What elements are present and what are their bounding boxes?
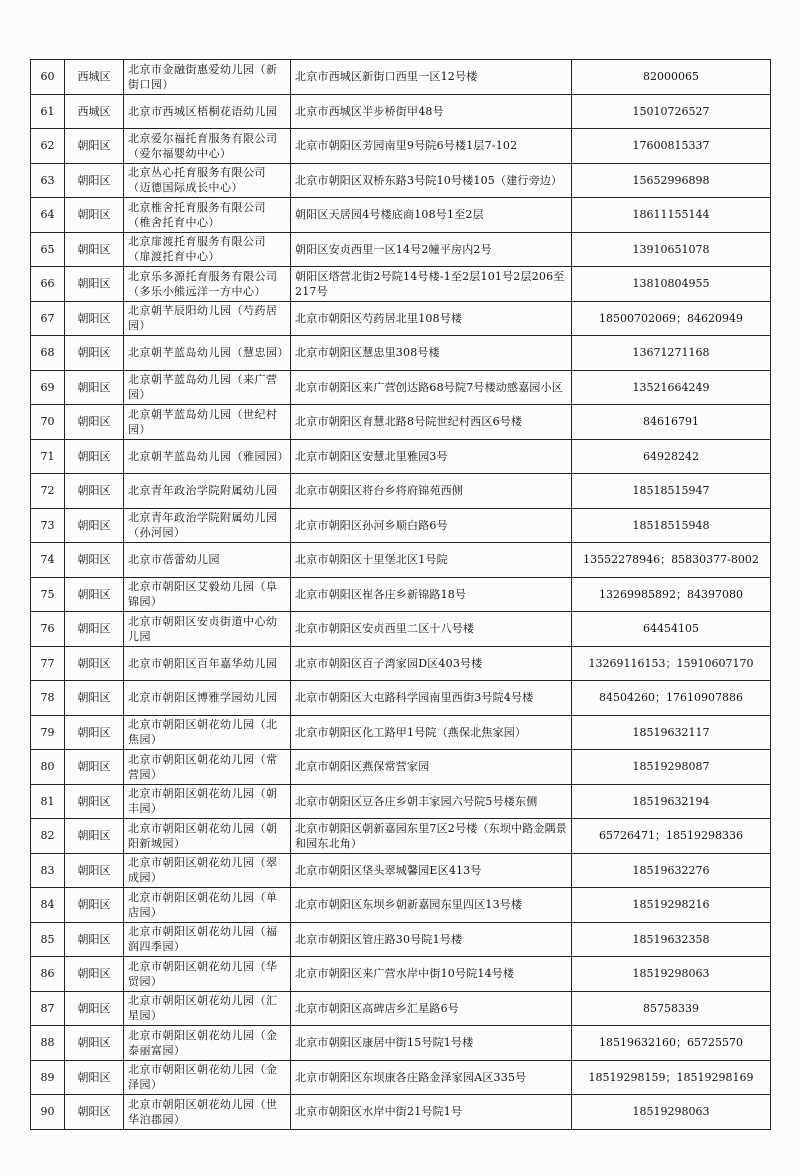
- phone-cell: 13521664249: [572, 370, 771, 405]
- district-cell: 朝阳区: [65, 336, 124, 371]
- table-row: [31, 922, 771, 957]
- district-cell: 朝阳区: [65, 508, 124, 543]
- phone-cell: 18611155144: [572, 198, 771, 233]
- table-row: [31, 301, 771, 336]
- phone-cell: 64454105: [572, 612, 771, 647]
- table-row: [31, 543, 771, 578]
- row-number-cell: 75: [31, 577, 65, 612]
- row-number-cell: 71: [31, 439, 65, 474]
- row-number-cell: 60: [31, 60, 65, 95]
- institution-name-cell: 北京丛心托育服务有限公司（迈德国际成长中心）: [124, 163, 291, 198]
- phone-cell: 13552278946；85830377-8002: [572, 543, 771, 578]
- institution-name-cell: 北京市朝阳区朝花幼儿园（福润四季园）: [124, 922, 291, 957]
- phone-cell: 13269116153；15910607170: [572, 646, 771, 681]
- phone-cell: 18519632276: [572, 853, 771, 888]
- phone-cell: 13671271168: [572, 336, 771, 371]
- row-number-cell: 73: [31, 508, 65, 543]
- phone-cell: 13910651078: [572, 232, 771, 267]
- table-row: [31, 646, 771, 681]
- institution-name-cell: 北京市朝阳区朝花幼儿园（汇星园）: [124, 991, 291, 1026]
- table-row: [31, 957, 771, 992]
- phone-cell: 18519632160；65725570: [572, 1026, 771, 1061]
- institution-name-cell: 北京市朝阳区朝花幼儿园（单店园）: [124, 888, 291, 923]
- phone-cell: 18519298216: [572, 888, 771, 923]
- address-cell: 北京市朝阳区将台乡将府锦苑西侧: [291, 474, 572, 509]
- district-cell: 朝阳区: [65, 129, 124, 164]
- phone-cell: 18500702069；84620949: [572, 301, 771, 336]
- row-number-cell: 65: [31, 232, 65, 267]
- address-cell: 北京市朝阳区化工路甲1号院（燕保北焦家园）: [291, 715, 572, 750]
- address-cell: 北京市朝阳区垡头翠城馨园E区413号: [291, 853, 572, 888]
- institution-name-cell: 北京朝芊蓝岛幼儿园（雅园园）: [124, 439, 291, 474]
- institution-name-cell: 北京市朝阳区朝花幼儿园（朝阳新城园）: [124, 819, 291, 854]
- address-cell: 北京市西城区半步桥街甲48号: [291, 94, 572, 129]
- row-number-cell: 88: [31, 1026, 65, 1061]
- address-cell: 北京市朝阳区管庄路30号院1号楼: [291, 922, 572, 957]
- table-row: [31, 129, 771, 164]
- row-number-cell: 79: [31, 715, 65, 750]
- table-row: [31, 612, 771, 647]
- phone-cell: 84616791: [572, 405, 771, 440]
- phone-cell: 18518515948: [572, 508, 771, 543]
- row-number-cell: 89: [31, 1060, 65, 1095]
- district-cell: 朝阳区: [65, 543, 124, 578]
- institution-name-cell: 北京市朝阳区安贞街道中心幼儿园: [124, 612, 291, 647]
- table-row: [31, 474, 771, 509]
- address-cell: 北京市朝阳区慧忠里308号楼: [291, 336, 572, 371]
- phone-cell: 18519298063: [572, 1095, 771, 1130]
- institution-name-cell: 北京市蓓蕾幼儿园: [124, 543, 291, 578]
- institution-name-cell: 北京椎舍托育服务有限公司（椎舍托育中心）: [124, 198, 291, 233]
- table-row: [31, 681, 771, 716]
- address-cell: 北京市朝阳区崔各庄乡新锦路18号: [291, 577, 572, 612]
- address-cell: 北京市朝阳区十里堡北区1号院: [291, 543, 572, 578]
- table-row: [31, 1060, 771, 1095]
- address-cell: 朝阳区安贞西里一区14号2幢平房内2号: [291, 232, 572, 267]
- phone-cell: 18519632358: [572, 922, 771, 957]
- address-cell: 北京市朝阳区来广营水岸中街10号院14号楼: [291, 957, 572, 992]
- institution-name-cell: 北京市金融街惠爱幼儿园（新街口园）: [124, 60, 291, 95]
- institution-name-cell: 北京市朝阳区百年嘉华幼儿园: [124, 646, 291, 681]
- district-cell: 朝阳区: [65, 853, 124, 888]
- row-number-cell: 70: [31, 405, 65, 440]
- table-row: [31, 577, 771, 612]
- institution-name-cell: 北京青年政治学院附属幼儿园: [124, 474, 291, 509]
- institution-name-cell: 北京乐多源托育服务有限公司（多乐小熊远洋一方中心）: [124, 267, 291, 302]
- phone-cell: 15652996898: [572, 163, 771, 198]
- address-cell: 北京市朝阳区东坝康各庄路金泽家园A区335号: [291, 1060, 572, 1095]
- address-cell: 北京市朝阳区燕保常营家园: [291, 750, 572, 785]
- row-number-cell: 72: [31, 474, 65, 509]
- institution-name-cell: 北京市朝阳区艾毅幼儿园（阜锦园）: [124, 577, 291, 612]
- address-cell: 北京市朝阳区东坝乡朝新嘉园东里四区13号楼: [291, 888, 572, 923]
- address-cell: 朝阳区塔营北街2号院14号楼-1至2层101号2层206至217号: [291, 267, 572, 302]
- table-row: [31, 819, 771, 854]
- table-row: [31, 888, 771, 923]
- address-cell: 北京市朝阳区双桥东路3号院10号楼105（建行旁边）: [291, 163, 572, 198]
- district-cell: 朝阳区: [65, 957, 124, 992]
- district-cell: 朝阳区: [65, 991, 124, 1026]
- row-number-cell: 78: [31, 681, 65, 716]
- phone-cell: 65726471；18519298336: [572, 819, 771, 854]
- row-number-cell: 63: [31, 163, 65, 198]
- address-cell: 北京市朝阳区孙河乡顺白路6号: [291, 508, 572, 543]
- institution-name-cell: 北京扉渡托育服务有限公司（扉渡托育中心）: [124, 232, 291, 267]
- district-cell: 朝阳区: [65, 1060, 124, 1095]
- row-number-cell: 61: [31, 94, 65, 129]
- table-row: [31, 750, 771, 785]
- district-cell: 朝阳区: [65, 750, 124, 785]
- row-number-cell: 84: [31, 888, 65, 923]
- row-number-cell: 82: [31, 819, 65, 854]
- phone-cell: 18519298063: [572, 957, 771, 992]
- district-cell: 朝阳区: [65, 681, 124, 716]
- district-cell: 朝阳区: [65, 267, 124, 302]
- address-cell: 北京市朝阳区康居中街15号院1号楼: [291, 1026, 572, 1061]
- district-cell: 朝阳区: [65, 715, 124, 750]
- table-row: [31, 1026, 771, 1061]
- institution-name-cell: 北京市朝阳区博雅学园幼儿园: [124, 681, 291, 716]
- row-number-cell: 77: [31, 646, 65, 681]
- institution-name-cell: 北京爱尔福托育服务有限公司（爱尔福婴幼中心）: [124, 129, 291, 164]
- district-cell: 朝阳区: [65, 474, 124, 509]
- row-number-cell: 80: [31, 750, 65, 785]
- institution-name-cell: 北京市朝阳区朝花幼儿园（金泽园）: [124, 1060, 291, 1095]
- row-number-cell: 66: [31, 267, 65, 302]
- district-cell: 朝阳区: [65, 301, 124, 336]
- table-row: [31, 508, 771, 543]
- district-cell: 朝阳区: [65, 405, 124, 440]
- row-number-cell: 76: [31, 612, 65, 647]
- institution-name-cell: 北京市朝阳区朝花幼儿园（北焦园）: [124, 715, 291, 750]
- district-cell: 朝阳区: [65, 922, 124, 957]
- phone-cell: 18519632194: [572, 784, 771, 819]
- institution-name-cell: 北京朝芊蓝岛幼儿园（来广营园）: [124, 370, 291, 405]
- row-number-cell: 86: [31, 957, 65, 992]
- row-number-cell: 67: [31, 301, 65, 336]
- row-number-cell: 74: [31, 543, 65, 578]
- address-cell: 北京市朝阳区安贞西里二区十八号楼: [291, 612, 572, 647]
- row-number-cell: 90: [31, 1095, 65, 1130]
- district-cell: 朝阳区: [65, 577, 124, 612]
- table-row: [31, 1095, 771, 1130]
- row-number-cell: 83: [31, 853, 65, 888]
- institution-name-cell: 北京市朝阳区朝花幼儿园（金泰丽富园）: [124, 1026, 291, 1061]
- district-cell: 朝阳区: [65, 612, 124, 647]
- address-cell: 北京市朝阳区芳园南里9号院6号楼1层7-102: [291, 129, 572, 164]
- address-cell: 北京市朝阳区大屯路科学园南里西街3号院4号楼: [291, 681, 572, 716]
- address-cell: 北京市朝阳区安慧北里雅园3号: [291, 439, 572, 474]
- phone-cell: 13810804955: [572, 267, 771, 302]
- address-cell: 北京市西城区新街口西里一区12号楼: [291, 60, 572, 95]
- row-number-cell: 87: [31, 991, 65, 1026]
- table-row: [31, 198, 771, 233]
- table-row: [31, 232, 771, 267]
- district-cell: 朝阳区: [65, 784, 124, 819]
- district-cell: 朝阳区: [65, 232, 124, 267]
- table-row: [31, 405, 771, 440]
- phone-cell: 84504260；17610907886: [572, 681, 771, 716]
- address-cell: 北京市朝阳区育慧北路8号院世纪村西区6号楼: [291, 405, 572, 440]
- phone-cell: 18518515947: [572, 474, 771, 509]
- district-cell: 朝阳区: [65, 1095, 124, 1130]
- district-cell: 朝阳区: [65, 439, 124, 474]
- phone-cell: 82000065: [572, 60, 771, 95]
- phone-cell: 18519298159；18519298169: [572, 1060, 771, 1095]
- table-row: [31, 715, 771, 750]
- institution-name-cell: 北京朝芊蓝岛幼儿园（慧忠园）: [124, 336, 291, 371]
- district-cell: 朝阳区: [65, 888, 124, 923]
- institution-name-cell: 北京市朝阳区朝花幼儿园（华贸园）: [124, 957, 291, 992]
- table-row: [31, 163, 771, 198]
- table-row: [31, 94, 771, 129]
- table-row: [31, 439, 771, 474]
- phone-cell: 17600815337: [572, 129, 771, 164]
- district-cell: 朝阳区: [65, 1026, 124, 1061]
- table-row: [31, 853, 771, 888]
- institution-name-cell: 北京朝芊辰阳幼儿园（芍药居园）: [124, 301, 291, 336]
- kindergarten-directory-table: [30, 59, 771, 1130]
- table-row: [31, 267, 771, 302]
- district-cell: 朝阳区: [65, 163, 124, 198]
- row-number-cell: 68: [31, 336, 65, 371]
- table-row: [31, 370, 771, 405]
- institution-name-cell: 北京市朝阳区朝花幼儿园（朝丰园）: [124, 784, 291, 819]
- table-row: [31, 784, 771, 819]
- row-number-cell: 85: [31, 922, 65, 957]
- row-number-cell: 64: [31, 198, 65, 233]
- address-cell: 北京市朝阳区来广营创达路68号院7号楼动感嘉园小区: [291, 370, 572, 405]
- table-row: [31, 60, 771, 95]
- row-number-cell: 81: [31, 784, 65, 819]
- address-cell: 朝阳区天居园4号楼底商108号1至2层: [291, 198, 572, 233]
- address-cell: 北京市朝阳区水岸中街21号院1号: [291, 1095, 572, 1130]
- institution-name-cell: 北京青年政治学院附属幼儿园（孙河园）: [124, 508, 291, 543]
- district-cell: 朝阳区: [65, 198, 124, 233]
- phone-cell: 15010726527: [572, 94, 771, 129]
- address-cell: 北京市朝阳区高碑店乡汇星路6号: [291, 991, 572, 1026]
- address-cell: 北京市朝阳区豆各庄乡朝丰家园六号院5号楼东侧: [291, 784, 572, 819]
- address-cell: 北京市朝阳区百子湾家园D区403号楼: [291, 646, 572, 681]
- phone-cell: 64928242: [572, 439, 771, 474]
- address-cell: 北京市朝阳区芍药居北里108号楼: [291, 301, 572, 336]
- district-cell: 朝阳区: [65, 646, 124, 681]
- table-row: [31, 336, 771, 371]
- institution-name-cell: 北京市西城区梧桐花语幼儿园: [124, 94, 291, 129]
- institution-name-cell: 北京市朝阳区朝花幼儿园（世华泊郡园）: [124, 1095, 291, 1130]
- address-cell: 北京市朝阳区朝新嘉园东里7区2号楼（东坝中路金隅景和园东北角）: [291, 819, 572, 854]
- district-cell: 西城区: [65, 94, 124, 129]
- district-cell: 朝阳区: [65, 819, 124, 854]
- table-body: [31, 60, 771, 1130]
- phone-cell: 13269985892；84397080: [572, 577, 771, 612]
- row-number-cell: 62: [31, 129, 65, 164]
- district-cell: 西城区: [65, 60, 124, 95]
- institution-name-cell: 北京市朝阳区朝花幼儿园（常营园）: [124, 750, 291, 785]
- row-number-cell: 69: [31, 370, 65, 405]
- table-row: [31, 991, 771, 1026]
- phone-cell: 18519632117: [572, 715, 771, 750]
- phone-cell: 18519298087: [572, 750, 771, 785]
- institution-name-cell: 北京市朝阳区朝花幼儿园（翠成园）: [124, 853, 291, 888]
- institution-name-cell: 北京朝芊蓝岛幼儿园（世纪村园）: [124, 405, 291, 440]
- phone-cell: 85758339: [572, 991, 771, 1026]
- district-cell: 朝阳区: [65, 370, 124, 405]
